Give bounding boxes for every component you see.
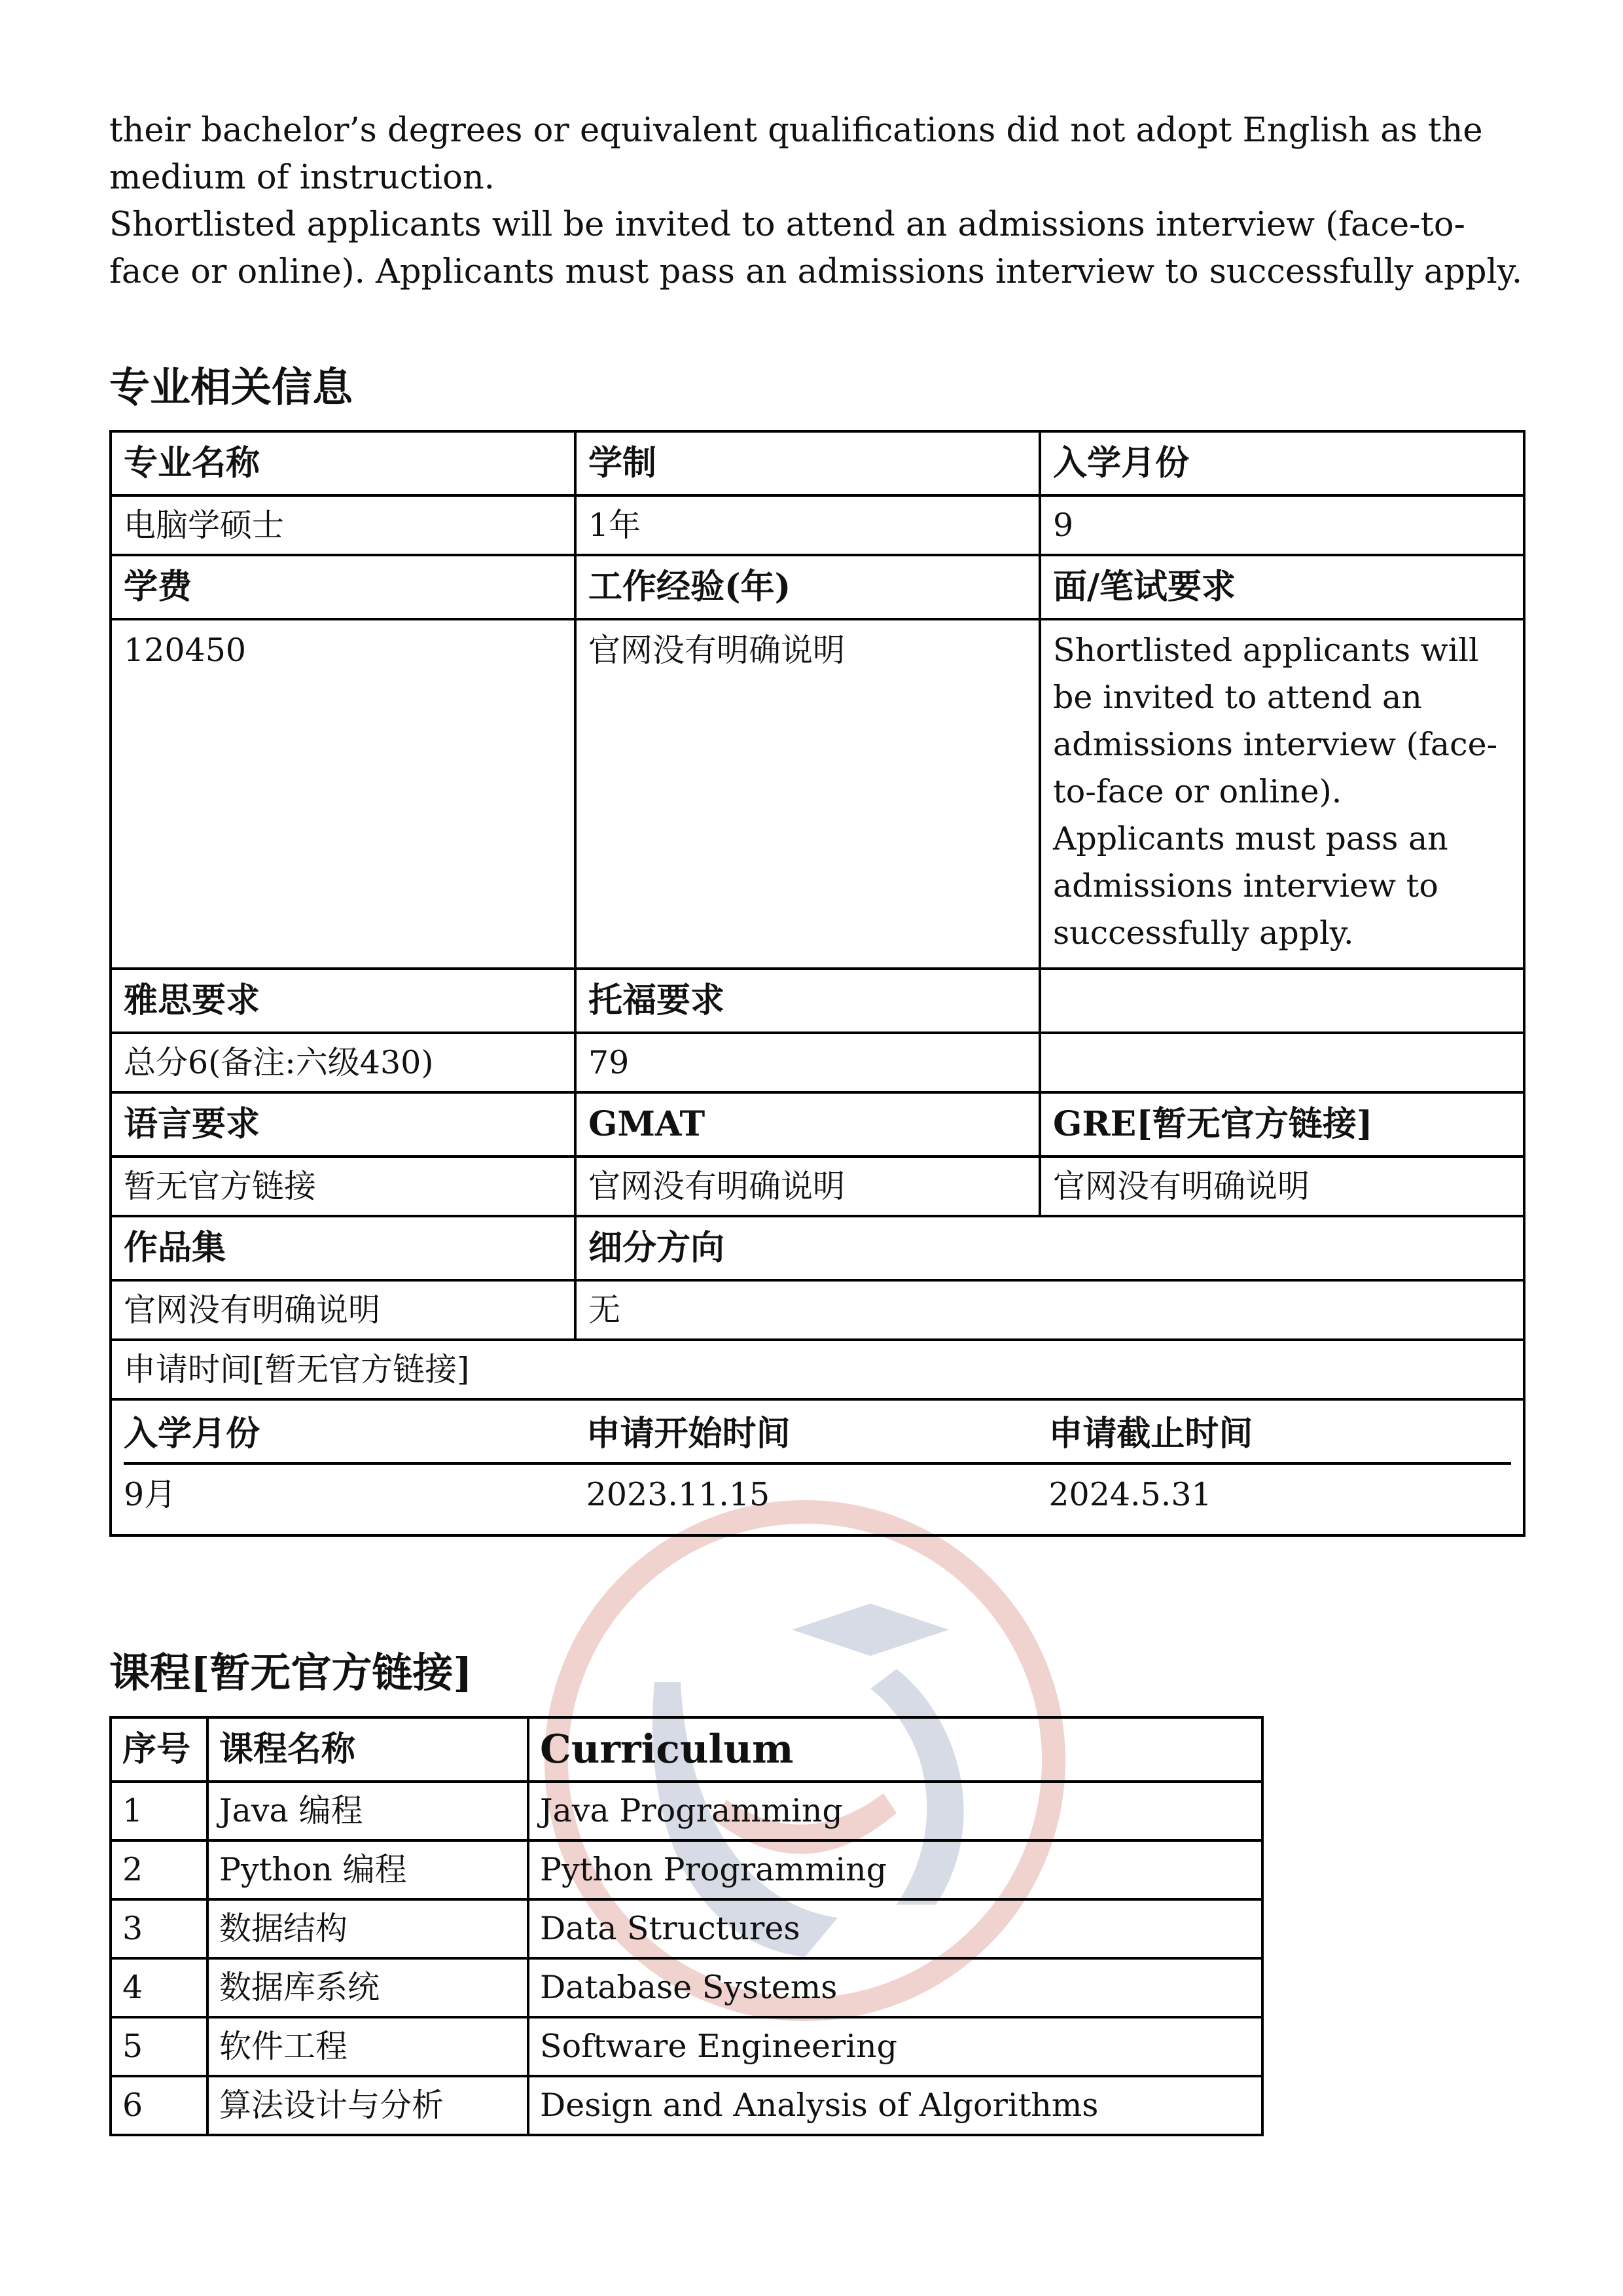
intro-line-2: Shortlisted applicants will be invited to attend an admissions interview (face-to-face or online). Applicants must pass an admissions interview to successfully apply. bbox=[109, 206, 1523, 291]
tuition-value: 120450 bbox=[111, 619, 575, 969]
course-name: Python 编程 bbox=[207, 1840, 528, 1899]
empty-cell bbox=[1040, 969, 1524, 1033]
table-row bbox=[111, 969, 1524, 1033]
empty-cell bbox=[1040, 1033, 1524, 1092]
table-row bbox=[111, 2076, 1262, 2135]
course-curriculum: Design and Analysis of Algorithms bbox=[528, 2076, 1262, 2135]
duration-label: 学制 bbox=[575, 431, 1040, 495]
dates-header-row bbox=[124, 1406, 1511, 1465]
interview-label: 面/笔试要求 bbox=[1040, 555, 1524, 619]
table-row bbox=[111, 1157, 1524, 1216]
course-name: Java 编程 bbox=[207, 1782, 528, 1840]
courses-heading: 课程[暂无官方链接] bbox=[109, 1649, 473, 1696]
toefl-value: 79 bbox=[575, 1033, 1040, 1092]
table-row bbox=[111, 1782, 1262, 1840]
course-curriculum: Database Systems bbox=[528, 1958, 1262, 2017]
dates-start-value: 2023.11.15 bbox=[586, 1476, 770, 1513]
program-info-table bbox=[109, 430, 1525, 1537]
program-name-value: 电脑学硕士 bbox=[111, 495, 575, 555]
dates-header-deadline: 申请截止时间 bbox=[1048, 1414, 1253, 1454]
table-row bbox=[111, 1840, 1262, 1899]
table-row bbox=[111, 2017, 1262, 2076]
course-no: 1 bbox=[111, 1782, 207, 1840]
tuition-label: 学费 bbox=[111, 555, 575, 619]
course-curriculum: Java Programming bbox=[528, 1782, 1262, 1840]
table-row bbox=[111, 495, 1524, 555]
language-value: 暂无官方链接 bbox=[111, 1157, 575, 1216]
table-row bbox=[111, 1033, 1524, 1092]
course-name: 数据库系统 bbox=[207, 1958, 528, 2017]
header-curriculum: Curriculum bbox=[528, 1717, 1262, 1782]
interview-value: Shortlisted applicants will be invited to attend an admissions interview (face-to-face or online). Applicants must pass an admissions interview to successfully apply. bbox=[1040, 619, 1524, 969]
table-row bbox=[111, 1899, 1262, 1958]
course-name: 算法设计与分析 bbox=[207, 2076, 528, 2135]
ielts-value: 总分6(备注:六级430) bbox=[111, 1033, 575, 1092]
course-no: 6 bbox=[111, 2076, 207, 2135]
application-time-label: 申请时间[暂无官方链接] bbox=[111, 1340, 1524, 1399]
dates-deadline-value: 2024.5.31 bbox=[1048, 1476, 1212, 1513]
language-label: 语言要求 bbox=[111, 1092, 575, 1157]
intake-month-label: 入学月份 bbox=[1040, 431, 1524, 495]
table-row bbox=[111, 1958, 1262, 2017]
course-curriculum: Python Programming bbox=[528, 1840, 1262, 1899]
table-row bbox=[111, 555, 1524, 619]
table-row bbox=[111, 1092, 1524, 1157]
portfolio-value: 官网没有明确说明 bbox=[111, 1280, 575, 1340]
work-experience-label: 工作经验(年) bbox=[575, 555, 1040, 619]
table-row bbox=[111, 1216, 1524, 1280]
dates-value-row bbox=[124, 1465, 1511, 1525]
specialization-value: 无 bbox=[575, 1280, 1524, 1340]
course-no: 2 bbox=[111, 1840, 207, 1899]
application-dates bbox=[111, 1399, 1524, 1535]
courses-table bbox=[109, 1716, 1264, 2136]
table-header-row bbox=[111, 1717, 1262, 1782]
intro-line-1: their bachelor’s degrees or equivalent qualifications did not adopt English as the medium of instruction. bbox=[109, 111, 1483, 197]
header-course-name: 课程名称 bbox=[207, 1717, 528, 1782]
program-info-heading: 专业相关信息 bbox=[109, 363, 353, 411]
course-curriculum: Data Structures bbox=[528, 1899, 1262, 1958]
gre-label: GRE[暂无官方链接] bbox=[1040, 1092, 1524, 1157]
work-experience-value: 官网没有明确说明 bbox=[575, 619, 1040, 969]
header-no: 序号 bbox=[111, 1717, 207, 1782]
duration-value: 1年 bbox=[575, 495, 1040, 555]
program-name-label: 专业名称 bbox=[111, 431, 575, 495]
portfolio-label: 作品集 bbox=[111, 1216, 575, 1280]
table-row bbox=[111, 1399, 1524, 1535]
specialization-label: 细分方向 bbox=[575, 1216, 1524, 1280]
gre-value: 官网没有明确说明 bbox=[1040, 1157, 1524, 1216]
dates-header-intake: 入学月份 bbox=[124, 1414, 260, 1454]
gmat-label: GMAT bbox=[575, 1092, 1040, 1157]
course-no: 4 bbox=[111, 1958, 207, 2017]
dates-header-start: 申请开始时间 bbox=[586, 1414, 791, 1454]
course-curriculum: Software Engineering bbox=[528, 2017, 1262, 2076]
course-no: 5 bbox=[111, 2017, 207, 2076]
course-name: 数据结构 bbox=[207, 1899, 528, 1958]
ielts-label: 雅思要求 bbox=[111, 969, 575, 1033]
intro-paragraph bbox=[109, 107, 1523, 296]
dates-intake-value: 9月 bbox=[124, 1476, 177, 1513]
gmat-value: 官网没有明确说明 bbox=[575, 1157, 1040, 1216]
toefl-label: 托福要求 bbox=[575, 969, 1040, 1033]
table-row bbox=[111, 619, 1524, 969]
intake-month-value: 9 bbox=[1040, 495, 1524, 555]
table-row bbox=[111, 431, 1524, 495]
table-row bbox=[111, 1280, 1524, 1340]
table-row bbox=[111, 1340, 1524, 1399]
course-name: 软件工程 bbox=[207, 2017, 528, 2076]
course-no: 3 bbox=[111, 1899, 207, 1958]
